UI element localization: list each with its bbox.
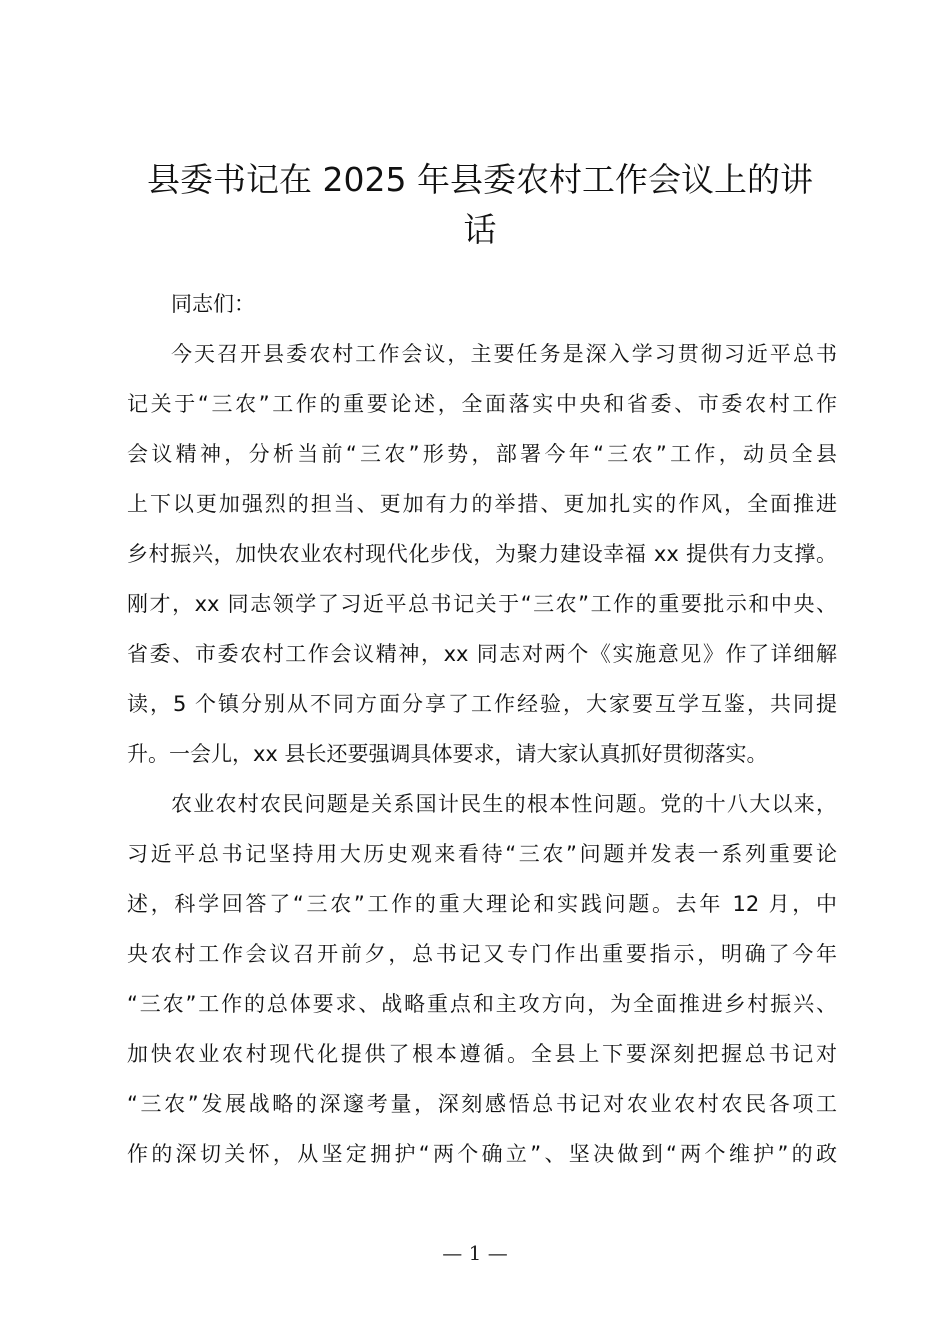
paragraph-line: “三农”工作的总体要求、战略重点和主攻方向，为全面推进乡村振兴、 — [127, 992, 837, 1016]
paragraph-line: 省委、市委农村工作会议精神，xx 同志对两个《实施意见》作了详细解 — [127, 642, 837, 666]
paragraph-line: 乡村振兴，加快农业农村现代化步伐，为聚力建设幸福 xx 提供有力支撑。 — [127, 542, 837, 566]
paragraph-line: 上下以更加强烈的担当、更加有力的举措、更加扎实的作风，全面推进 — [127, 492, 837, 516]
paragraph-line: 刚才，xx 同志领学了习近平总书记关于“三农”工作的重要批示和中央、 — [127, 592, 837, 616]
paragraph-line: 作的深切关怀，从坚定拥护“两个确立”、坚决做到“两个维护”的政 — [127, 1142, 837, 1166]
paragraph-line: 今天召开县委农村工作会议，主要任务是深入学习贯彻习近平总书 — [171, 342, 837, 366]
paragraph-line: 述，科学回答了“三农”工作的重大理论和实践问题。去年 12 月，中 — [127, 892, 837, 916]
page-number: — 1 — — [442, 1241, 508, 1265]
document-title-line-1: 县委书记在 2025 年县委农村工作会议上的讲 — [147, 160, 813, 199]
paragraph-line: 会议精神，分析当前“三农”形势，部署今年“三农”工作，动员全县 — [127, 442, 837, 466]
paragraph-line: 读，5 个镇分别从不同方面分享了工作经验，大家要互学互鉴，共同提 — [127, 692, 837, 716]
paragraph-line: “三农”发展战略的深邃考量，深刻感悟总书记对农业农村农民各项工 — [127, 1092, 837, 1116]
paragraph-line: 升。一会儿，xx 县长还要强调具体要求，请大家认真抓好贯彻落实。 — [127, 742, 768, 766]
paragraph-line: 习近平总书记坚持用大历史观来看待“三农”问题并发表一系列重要论 — [127, 842, 837, 866]
salutation: 同志们： — [171, 292, 255, 316]
paragraph-line: 农业农村农民问题是关系国计民生的根本性问题。党的十八大以来， — [171, 792, 837, 816]
document-title-line-2: 话 — [463, 210, 497, 249]
paragraph-line: 央农村工作会议召开前夕，总书记又专门作出重要指示，明确了今年 — [127, 942, 837, 966]
paragraph-line: 加快农业农村现代化提供了根本遵循。全县上下要深刻把握总书记对 — [127, 1042, 837, 1066]
paragraph-line: 记关于“三农”工作的重要论述，全面落实中央和省委、市委农村工作 — [127, 392, 837, 416]
